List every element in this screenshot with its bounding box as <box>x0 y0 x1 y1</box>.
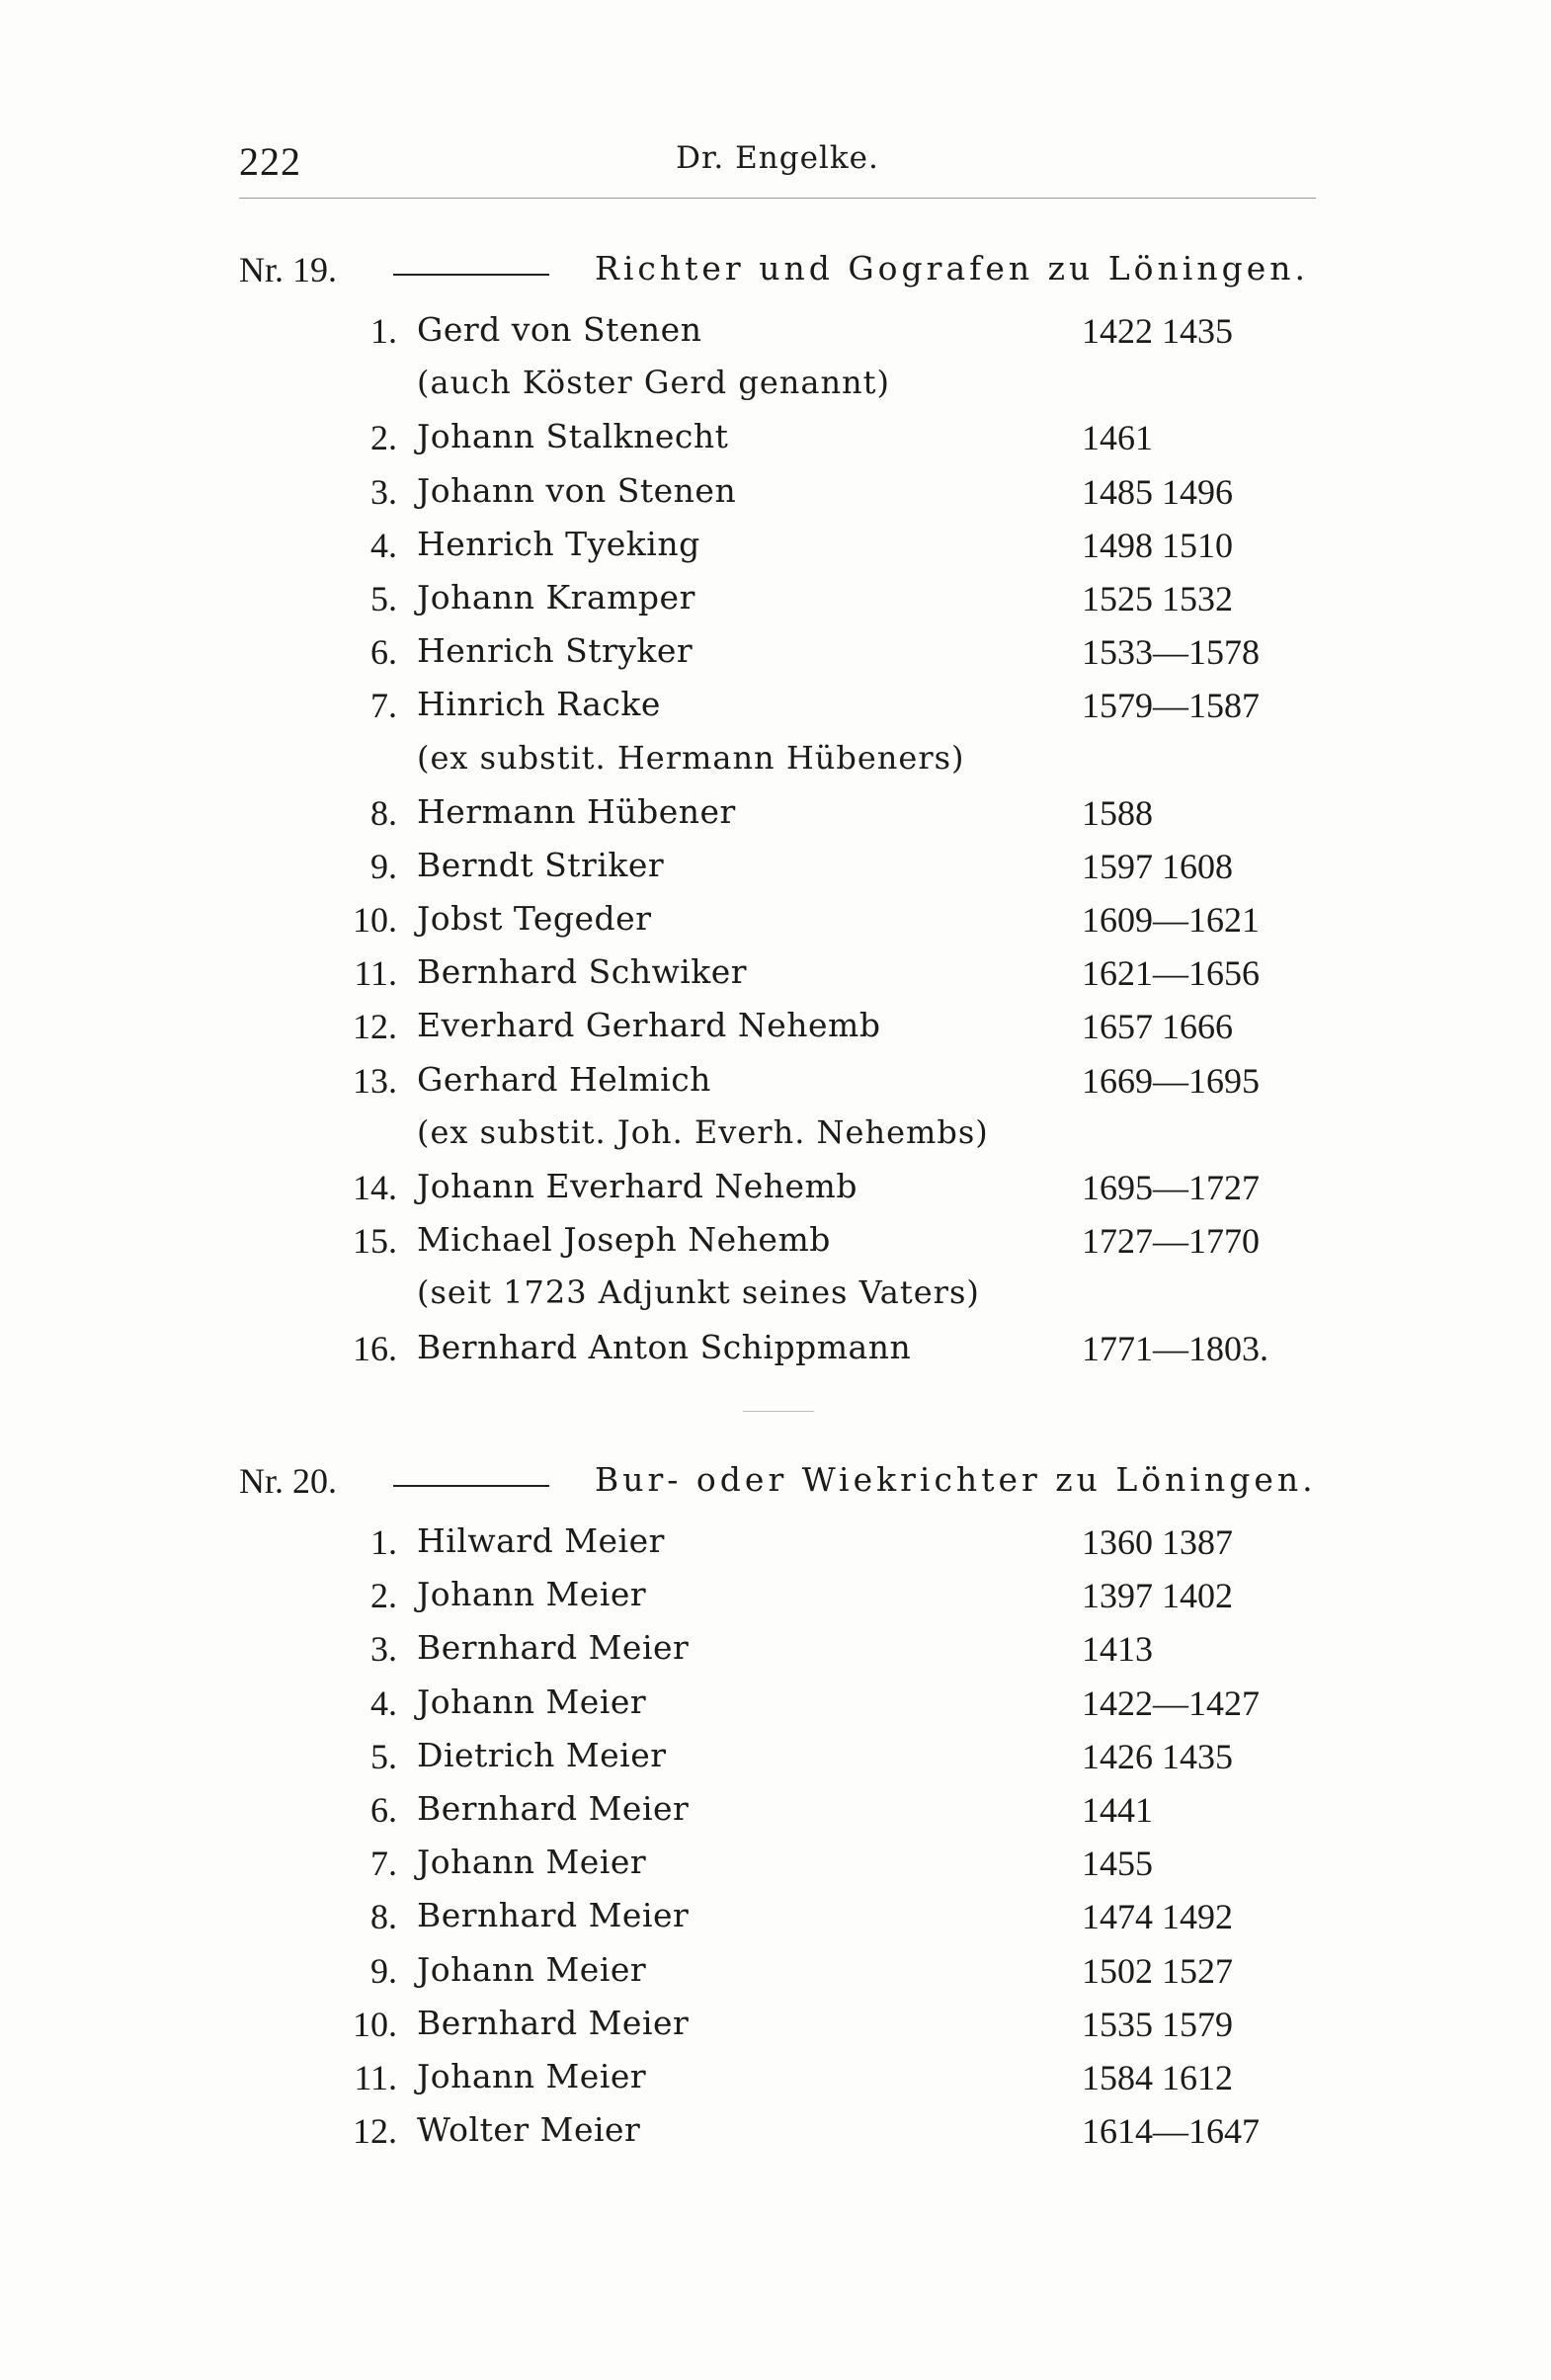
list-item <box>239 842 1316 895</box>
entry-years: 1498 1510 <box>1082 525 1233 565</box>
list-item <box>239 1946 1316 2000</box>
entry-note: (ex substit. Hermann Hübeners) <box>417 738 965 777</box>
entry-years: 1426 1435 <box>1082 1736 1233 1776</box>
entry-name: Gerhard Helmich <box>417 1059 711 1099</box>
entry-name: Everhard Gerhard Nehemb <box>417 1006 881 1045</box>
entry-number: 8. <box>370 1897 397 1937</box>
entry-name: Hinrich Racke <box>417 685 661 724</box>
list-item <box>239 627 1316 681</box>
entry-years: 1533—1578 <box>1082 632 1260 673</box>
entry-years: 1771—1803. <box>1082 1328 1268 1368</box>
list-item <box>239 1785 1316 1839</box>
entry-name: Johann Meier <box>417 1682 647 1721</box>
list-item <box>239 948 1316 1002</box>
entry-number: 4. <box>370 1682 397 1723</box>
entry-years: 1502 1527 <box>1082 1950 1233 1991</box>
entry-number: 5. <box>370 1736 397 1776</box>
entry-name: Wolter Meier <box>417 2110 641 2150</box>
entry-years: 1413 <box>1082 1629 1153 1670</box>
running-title: Dr. Engelke. <box>676 140 879 176</box>
entry-name: Michael Joseph Nehemb <box>417 1220 831 1260</box>
entry-name: Johann Meier <box>417 2056 647 2095</box>
section-number: Nr. 19. <box>239 250 337 289</box>
entry-years: 1422—1427 <box>1082 1682 1260 1723</box>
entry-years: 1579—1587 <box>1082 686 1260 726</box>
list-item <box>239 467 1316 521</box>
entry-number: 12. <box>353 2111 397 2152</box>
entry-name: Johann Meier <box>417 1843 647 1882</box>
entry-number: 12. <box>353 1007 397 1047</box>
entry-number: 10. <box>353 900 397 941</box>
entry-number: 9. <box>370 1950 397 1991</box>
list-item <box>239 895 1316 948</box>
entry-number: 11. <box>354 2057 397 2097</box>
entry-number: 3. <box>370 471 397 512</box>
running-head <box>239 138 1316 198</box>
heading-dash <box>393 1485 549 1487</box>
entry-number: 6. <box>370 632 397 673</box>
entry-list <box>239 1518 1316 2160</box>
entry-years: 1669—1695 <box>1082 1060 1260 1101</box>
entry-name: Bernhard Schwiker <box>417 952 748 992</box>
section-title: Richter und Gografen zu Löningen. <box>595 249 1309 287</box>
entry-years: 1727—1770 <box>1082 1221 1260 1262</box>
entry-number: 2. <box>370 1576 397 1616</box>
entry-name: Bernhard Meier <box>417 1628 690 1668</box>
entry-number: 15. <box>353 1221 397 1262</box>
entry-years: 1422 1435 <box>1082 311 1233 351</box>
section-nr-20 <box>239 1460 1316 2160</box>
entry-number: 2. <box>370 418 397 458</box>
entry-years: 1455 <box>1082 1844 1153 1884</box>
entry-years: 1397 1402 <box>1082 1576 1233 1616</box>
entry-name: Hermann Hübener <box>417 791 736 831</box>
entry-years: 1609—1621 <box>1082 900 1260 941</box>
list-item <box>239 2053 1316 2106</box>
entry-name: Henrich Tyeking <box>417 524 700 563</box>
list-item <box>239 1624 1316 1678</box>
list-item <box>239 1002 1316 1055</box>
list-item <box>239 681 1316 734</box>
list-item <box>239 521 1316 574</box>
entry-number: 14. <box>353 1168 397 1207</box>
entry-name: Johann Meier <box>417 1575 647 1614</box>
list-item <box>239 1056 1316 1109</box>
section-number: Nr. 20. <box>239 1461 337 1501</box>
entry-name: Dietrich Meier <box>417 1735 667 1774</box>
list-item <box>239 2106 1316 2160</box>
entry-years: 1695—1727 <box>1082 1168 1260 1207</box>
entry-number: 7. <box>370 686 397 726</box>
entry-name: Johann Kramper <box>417 577 695 616</box>
entry-name: Henrich Stryker <box>417 631 694 671</box>
list-item <box>239 1324 1316 1377</box>
entry-number: 11. <box>354 953 397 994</box>
list-item-note <box>239 360 1316 413</box>
heading-dash <box>393 274 549 276</box>
entry-number: 10. <box>353 2004 397 2044</box>
section-heading <box>239 1460 1316 1518</box>
entry-years: 1474 1492 <box>1082 1897 1233 1937</box>
entry-name: Johann von Stenen <box>417 470 737 510</box>
entry-years: 1360 1387 <box>1082 1522 1233 1562</box>
entry-number: 4. <box>370 525 397 565</box>
entry-number: 1. <box>370 1522 397 1562</box>
list-item <box>239 2000 1316 2053</box>
entry-note: (ex substit. Joh. Everh. Nehembs) <box>417 1112 989 1151</box>
entry-years: 1597 1608 <box>1082 846 1233 886</box>
entry-name: Johann Stalknecht <box>417 417 729 456</box>
entry-years: 1588 <box>1082 792 1153 833</box>
list-item <box>239 1216 1316 1270</box>
list-item <box>239 1892 1316 1945</box>
header-rule <box>239 198 1316 199</box>
entry-years: 1535 1579 <box>1082 2004 1233 2044</box>
entry-name: Johann Everhard Nehemb <box>417 1167 857 1205</box>
entry-name: Johann Meier <box>417 1949 647 1989</box>
entry-name: Jobst Tegeder <box>417 899 652 939</box>
entry-name: Bernhard Meier <box>417 2003 690 2042</box>
entry-years: 1621—1656 <box>1082 953 1260 994</box>
entry-number: 7. <box>370 1844 397 1884</box>
list-item <box>239 574 1316 627</box>
list-item-note <box>239 1270 1316 1323</box>
list-item <box>239 1732 1316 1785</box>
entry-number: 16. <box>353 1328 397 1368</box>
entry-name: Gerd von Stenen <box>417 310 702 349</box>
section-nr-19 <box>239 249 1316 1377</box>
entry-years: 1614—1647 <box>1082 2111 1260 2152</box>
list-item-note <box>239 1109 1316 1163</box>
list-item <box>239 1163 1316 1216</box>
entry-number: 9. <box>370 846 397 886</box>
entry-years: 1525 1532 <box>1082 578 1233 618</box>
list-item <box>239 413 1316 466</box>
entry-years: 1485 1496 <box>1082 471 1233 512</box>
entry-name: Hilward Meier <box>417 1521 665 1560</box>
section-heading <box>239 249 1316 306</box>
entry-years: 1441 <box>1082 1789 1153 1830</box>
entry-note: (auch Köster Gerd genannt) <box>417 364 890 402</box>
entry-years: 1657 1666 <box>1082 1007 1233 1047</box>
section-title: Bur- oder Wiekrichter zu Löningen. <box>595 1460 1317 1499</box>
entry-note: (seit 1723 Adjunkt seines Vaters) <box>417 1273 980 1312</box>
entry-number: 13. <box>353 1060 397 1101</box>
list-item <box>239 306 1316 360</box>
list-item <box>239 1839 1316 1892</box>
entry-years: 1584 1612 <box>1082 2057 1233 2097</box>
list-item <box>239 788 1316 842</box>
entry-number: 1. <box>370 311 397 351</box>
entry-name: Bernhard Meier <box>417 1788 690 1828</box>
section-divider <box>743 1411 814 1412</box>
list-item-note <box>239 735 1316 788</box>
entry-name: Bernhard Anton Schippmann <box>417 1327 912 1366</box>
entry-number: 6. <box>370 1789 397 1830</box>
entry-name: Berndt Striker <box>417 845 665 884</box>
entry-number: 8. <box>370 792 397 833</box>
list-item <box>239 1571 1316 1624</box>
entry-list <box>239 306 1316 1377</box>
list-item <box>239 1679 1316 1732</box>
list-item <box>239 1518 1316 1571</box>
entry-number: 3. <box>370 1629 397 1670</box>
entry-years: 1461 <box>1082 418 1153 458</box>
page-number: 222 <box>239 139 301 184</box>
entry-name: Bernhard Meier <box>417 1896 690 1935</box>
entry-number: 5. <box>370 578 397 618</box>
